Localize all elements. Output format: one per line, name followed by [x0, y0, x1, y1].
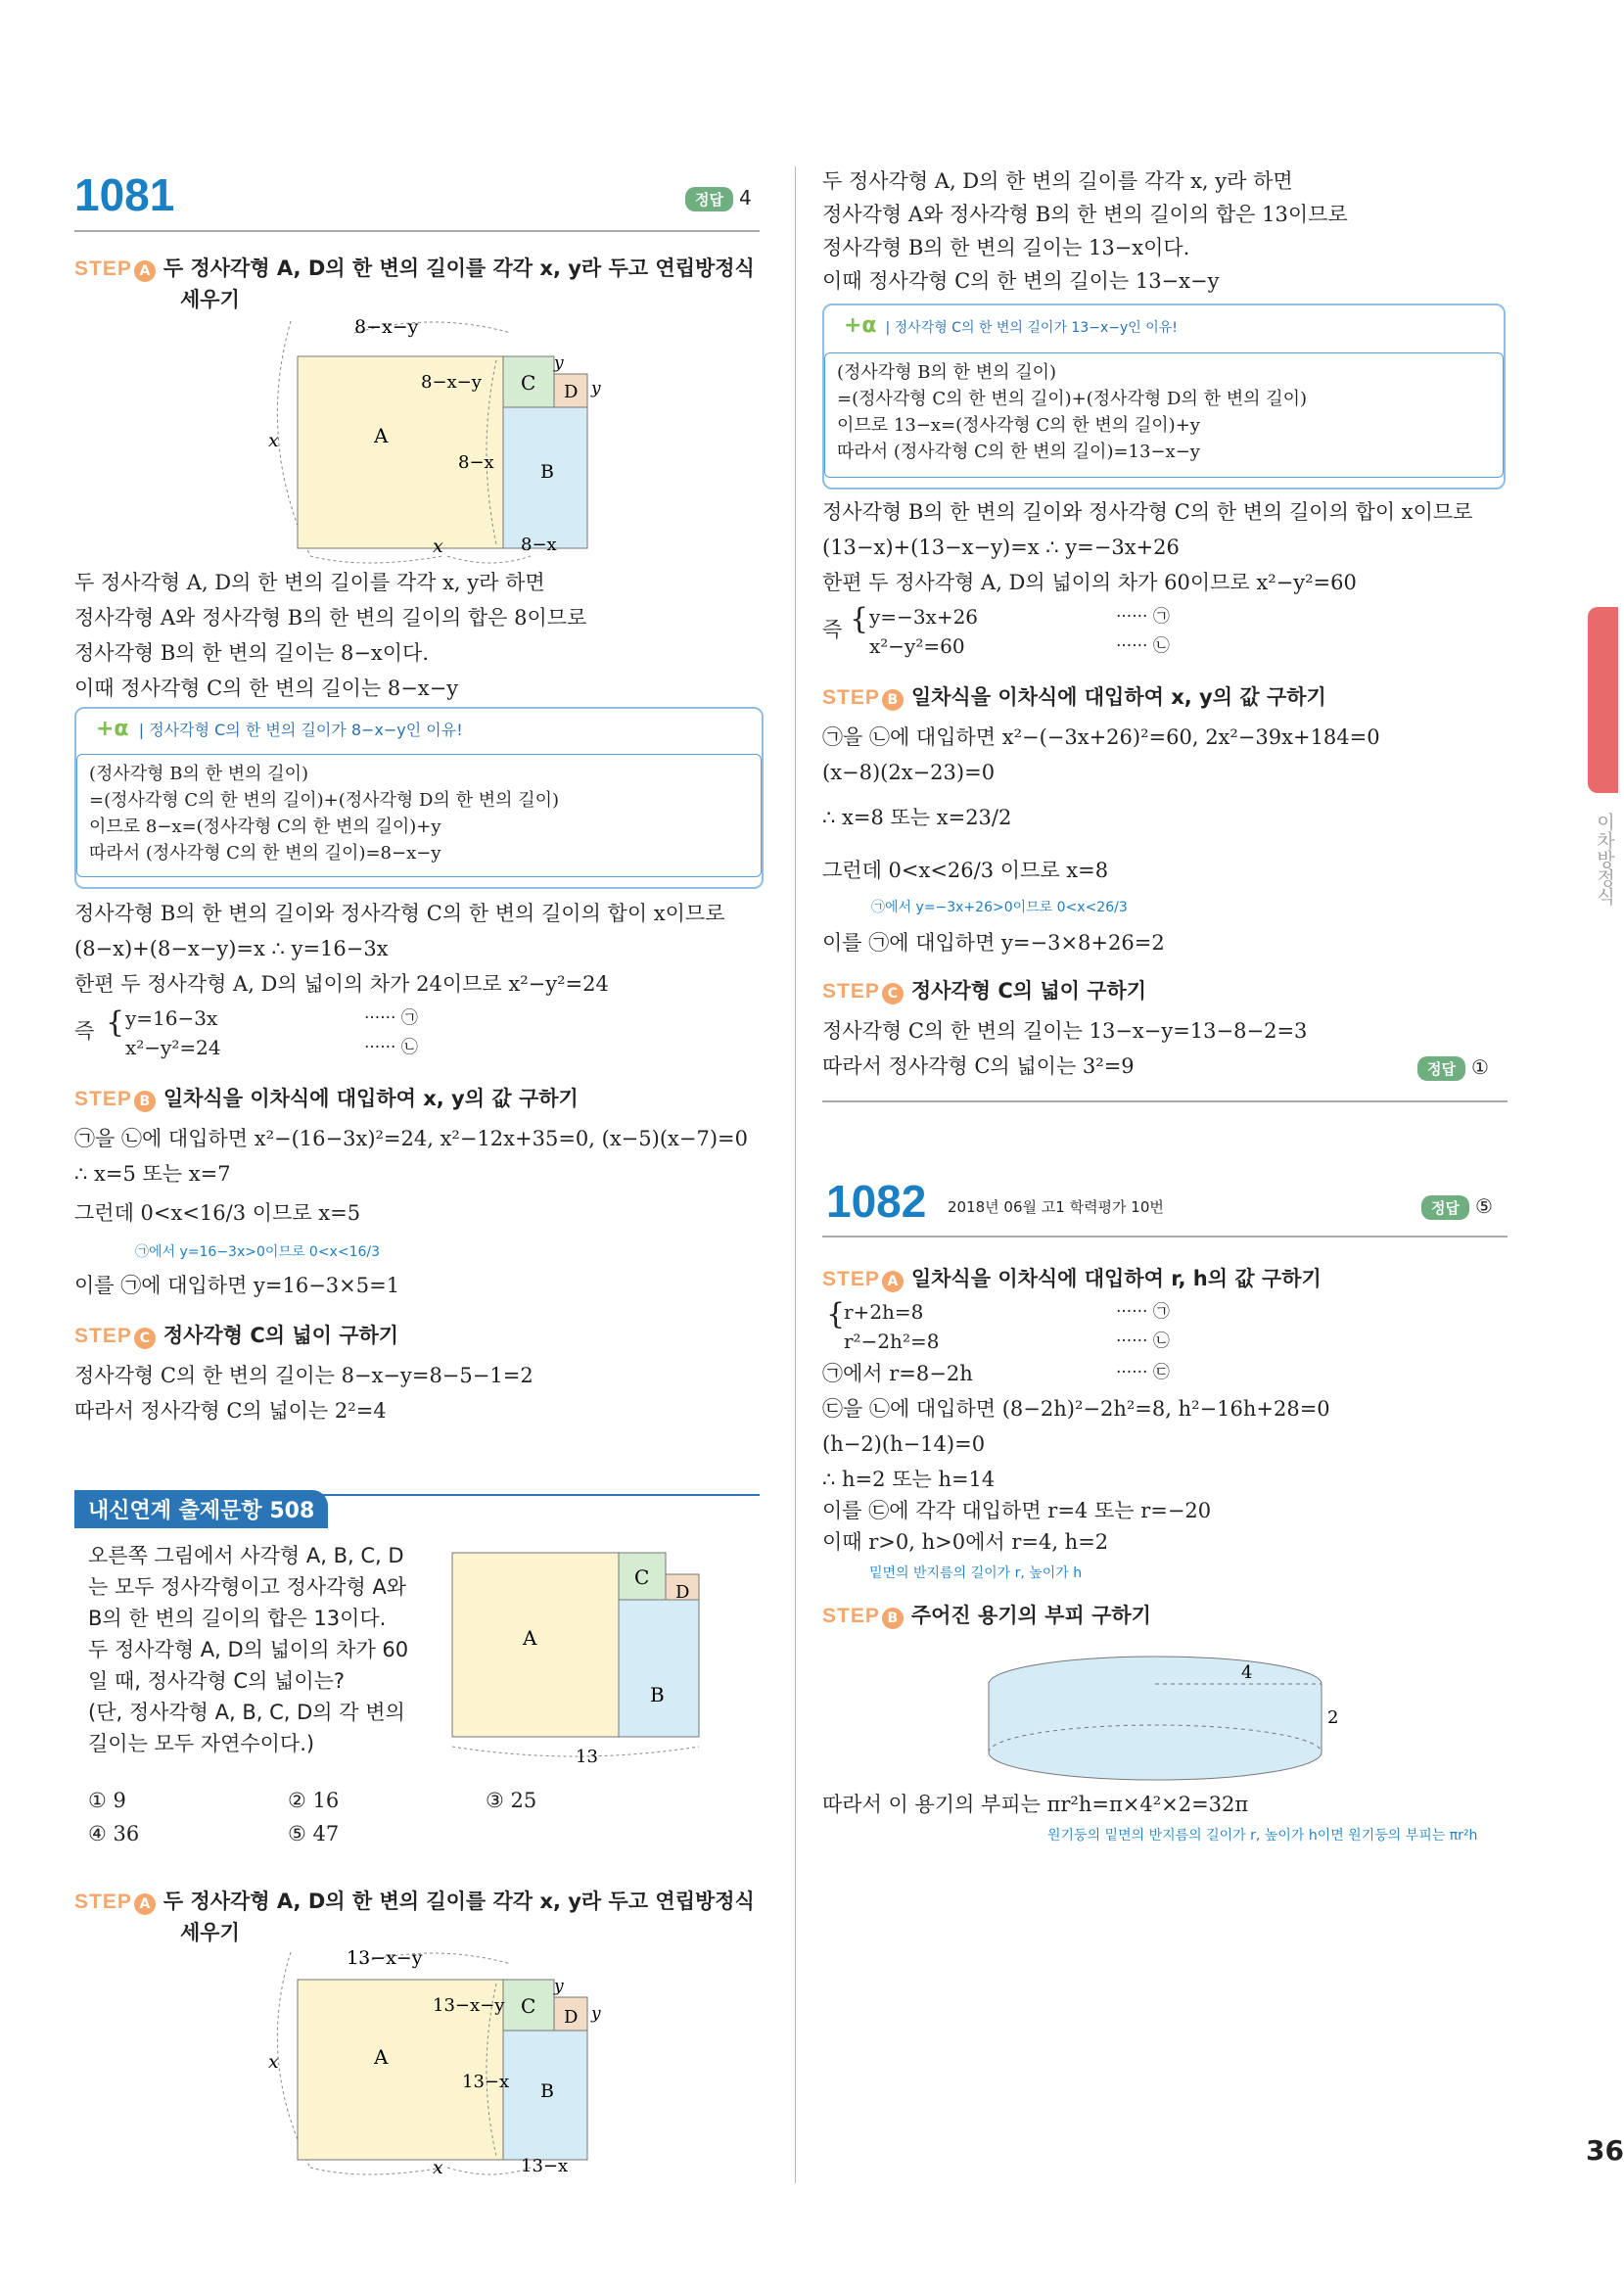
tip-line: 따라서 (정사각형 C의 한 변의 길이)=13−x−y [837, 442, 1200, 462]
related-text: 오른쪽 그림에서 사각형 A, B, C, D [88, 1544, 404, 1567]
related-text: (단, 정사각형 A, B, C, D의 각 변의 [88, 1701, 405, 1724]
label-bottom-right: 8−x [521, 535, 557, 555]
text-line: 그런데 0<x<26/3 이므로 x=8 [822, 859, 1109, 882]
section-rule [822, 1100, 1508, 1102]
label-d: D [564, 382, 579, 402]
label-a: A [523, 1626, 537, 1650]
header-rule [822, 1236, 1508, 1237]
system-eq: y=−3x+26 [869, 605, 979, 629]
note: 밑면의 반지름의 길이가 r, 높이가 h [869, 1565, 1083, 1581]
brace: { [850, 602, 869, 636]
system-prefix: 즉 [822, 618, 843, 641]
related-text: 두 정사각형 A, D의 넓이의 차가 60 [88, 1638, 409, 1661]
system-eq: y=16−3x [125, 1006, 218, 1030]
diagram-label-y2: y [591, 379, 601, 398]
diagram-label-y: y [554, 353, 564, 373]
label-b: B [540, 461, 554, 483]
text-line: 따라서 정사각형 C의 넓이는 2²=4 [74, 1399, 387, 1423]
label-a: A [374, 424, 389, 447]
step-b-right: STEP B 일차식을 이차식에 대입하여 x, y의 값 구하기 [822, 685, 1326, 709]
text-line: (8−x)+(8−x−y)=x ∴ y=16−3x [74, 937, 389, 960]
column-divider [795, 166, 796, 2183]
step-b-1081: STEP B 일차식을 이차식에 대입하여 x, y의 값 구하기 [74, 1087, 579, 1110]
problem-number-1082: 1082 [826, 1176, 927, 1227]
label-radius: 4 [1241, 1662, 1253, 1683]
step-a-1082: STEP A 일차식을 이차식에 대입하여 r, h의 값 구하기 [822, 1267, 1322, 1290]
tip-line: (정사각형 B의 한 변의 길이) [89, 764, 309, 784]
related-text: 일 때, 정사각형 C의 넓이는? [88, 1669, 346, 1693]
step-b-1082: STEP B 주어진 용기의 부피 구하기 [822, 1604, 1151, 1627]
answer-badge: 정답 [685, 187, 733, 211]
related-text: 길이는 모두 자연수이다.) [88, 1732, 315, 1755]
text-line: 정사각형 B의 한 변의 길이는 8−x이다. [74, 641, 430, 665]
tip-content [76, 754, 762, 877]
text-line: 따라서 정사각형 C의 넓이는 3²=9 [822, 1054, 1135, 1078]
tip-title: +α | 정사각형 C의 한 변의 길이가 8−x−y인 이유! [96, 717, 463, 741]
related-text: 는 모두 정사각형이고 정사각형 A와 [88, 1575, 407, 1599]
answer-1082: 정답 ⑤ [1421, 1194, 1493, 1220]
system-eq: x²−y²=24 [125, 1036, 221, 1059]
answer-1081 [685, 186, 752, 211]
note: ㉠에서 y=−3x+26>0이므로 0<x<26/3 [871, 900, 1128, 915]
text-line: 이를 ㉢에 각각 대입하면 r=4 또는 r=−20 [822, 1499, 1212, 1522]
diagram-label-inner: 13−x−y [433, 1995, 505, 2016]
label-height: 2 [1327, 1707, 1339, 1728]
step-a-1081-cont: 세우기 [180, 288, 240, 311]
answer-1081-final: 정답 ① [1417, 1055, 1489, 1081]
label-x-bottom: x [433, 2157, 443, 2178]
text-line: 정사각형 B의 한 변의 길이와 정사각형 C의 한 변의 길이의 합이 x이므로 [822, 500, 1473, 524]
text-line: 정사각형 A와 정사각형 B의 한 변의 길이의 합은 13이므로 [822, 203, 1348, 226]
header-rule [74, 230, 760, 232]
system-tag: ······ ㉡ [1116, 1331, 1170, 1351]
label-x-bottom: x [433, 536, 443, 557]
text-line: (x−8)(2x−23)=0 [822, 761, 996, 784]
tip-line: 따라서 (정사각형 C의 한 변의 길이)=8−x−y [89, 843, 441, 864]
text-line: ㉠을 ㉡에 대입하면 x²−(16−3x)²=24, x²−12x+35=0, (x−5)(x−7)=0 [74, 1127, 748, 1150]
diagram-label-y: y [554, 1977, 564, 1996]
text-line: 두 정사각형 A, D의 한 변의 길이를 각각 x, y라 하면 [822, 169, 1293, 193]
step-c-right: STEP C 정사각형 C의 넓이 구하기 [822, 979, 1147, 1003]
label-bottom-right: 13−x [521, 2156, 569, 2176]
note: 원기둥의 밑면의 반지름의 길이가 r, 높이가 h이면 원기둥의 부피는 πr²h [1047, 1828, 1478, 1844]
text-line: 이때 r>0, h>0에서 r=4, h=2 [822, 1530, 1109, 1554]
text-line: ㉢을 ㉡에 대입하면 (8−2h)²−2h²=8, h²−16h+28=0 [822, 1397, 1330, 1421]
problem-source: 2018년 06월 고1 학력평가 10번 [948, 1198, 1164, 1216]
text-line: 이를 ㉠에 대입하면 y=16−3×5=1 [74, 1274, 400, 1297]
label-x-left: x [268, 430, 279, 451]
text-line: ㉠에서 r=8−2h [822, 1362, 973, 1385]
label-c: C [521, 371, 536, 395]
problem-number-1081: 1081 [74, 169, 175, 220]
system-tag: ······ ㉡ [1116, 636, 1170, 656]
tip-content [824, 352, 1504, 478]
label-d: D [564, 2007, 579, 2028]
text-line: ∴ h=2 또는 h=14 [822, 1468, 996, 1491]
chapter-tab [1588, 607, 1618, 793]
choice: ④ 36 [88, 1822, 140, 1845]
text-line: 그런데 0<x<16/3 이므로 x=5 [74, 1201, 361, 1225]
text-line: 정사각형 B의 한 변의 길이와 정사각형 C의 한 변의 길이의 합이 x이므로 [74, 902, 725, 925]
label-b: B [650, 1683, 665, 1706]
choice: ⑤ 47 [288, 1822, 340, 1845]
note: ㉠에서 y=16−3x>0이므로 0<x<16/3 [135, 1244, 381, 1260]
step-a-related-cont: 세우기 [180, 1921, 240, 1944]
page-number: 36 [1586, 2134, 1624, 2167]
text-line: (13−x)+(13−x−y)=x ∴ y=−3x+26 [822, 536, 1180, 559]
tip-line: (정사각형 B의 한 변의 길이) [837, 362, 1057, 383]
text-line: (h−2)(h−14)=0 [822, 1432, 986, 1456]
diagram-label-top: 8−x−y [354, 316, 419, 338]
text-line: ∴ x=8 또는 x=23/2 [822, 806, 1012, 829]
banner-rule [74, 1494, 760, 1496]
text-line: 정사각형 B의 한 변의 길이는 13−x이다. [822, 236, 1190, 259]
text-line: 두 정사각형 A, D의 한 변의 길이를 각각 x, y라 하면 [74, 571, 545, 594]
system-tag: ······ ㉠ [1116, 607, 1170, 627]
label-d: D [675, 1582, 690, 1603]
tip-box-1081 [74, 707, 764, 889]
label-a: A [374, 2045, 389, 2069]
final-line: 따라서 이 용기의 부피는 πr²h=π×4²×2=32π [822, 1793, 1249, 1816]
tip-line: 이므로 13−x=(정사각형 C의 한 변의 길이)+y [837, 415, 1200, 436]
label-mid: 8−x [458, 452, 494, 473]
step-c-1081: STEP C 정사각형 C의 넓이 구하기 [74, 1324, 399, 1347]
diagram-label-inner: 8−x−y [421, 372, 482, 393]
text-line: ㉠을 ㉡에 대입하면 x²−(−3x+26)²=60, 2x²−39x+184=0 [822, 725, 1380, 749]
text-line: 정사각형 A와 정사각형 B의 한 변의 길이의 합은 8이므로 [74, 606, 587, 630]
tip-title: +α | 정사각형 C의 한 변의 길이가 13−x−y인 이유! [844, 313, 1178, 338]
answer-value: 4 [738, 186, 752, 210]
choice: ③ 25 [486, 1789, 537, 1812]
text-line: 이를 ㉠에 대입하면 y=−3×8+26=2 [822, 931, 1165, 955]
related-diagram [442, 1535, 756, 1770]
squares-diagram-2 [237, 1944, 668, 2179]
choice: ① 9 [88, 1789, 126, 1812]
text-line: 이때 정사각형 C의 한 변의 길이는 8−x−y [74, 677, 459, 700]
label-c: C [634, 1565, 650, 1589]
choice: ② 16 [288, 1789, 340, 1812]
text-line: 한편 두 정사각형 A, D의 넓이의 차가 24이므로 x²−y²=24 [74, 972, 609, 996]
label-b: B [540, 2080, 554, 2102]
step-a-1081: STEP A 두 정사각형 A, D의 한 변의 길이를 각각 x, y라 두고 연립방정식 [74, 257, 755, 280]
text-line: ∴ x=5 또는 x=7 [74, 1162, 231, 1186]
tip-line: =(정사각형 C의 한 변의 길이)+(정사각형 D의 한 변의 길이) [837, 389, 1307, 409]
text-line: 정사각형 C의 한 변의 길이는 8−x−y=8−5−1=2 [74, 1364, 534, 1387]
text-line: 한편 두 정사각형 A, D의 넓이의 차가 60이므로 x²−y²=60 [822, 571, 1357, 594]
system-eq: x²−y²=60 [869, 634, 965, 658]
related-banner: 내신연계 출제문항 508 [74, 1490, 328, 1528]
tip-line: 이므로 8−x=(정사각형 C의 한 변의 길이)+y [89, 817, 441, 837]
system-tag: ······ ㉠ [364, 1008, 418, 1028]
brace: { [826, 1297, 846, 1331]
label-13: 13 [576, 1747, 598, 1767]
system-eq: r+2h=8 [844, 1300, 924, 1324]
system-prefix: 즉 [74, 1019, 95, 1043]
system-tag: ······ ㉠ [1116, 1302, 1170, 1322]
tip-box-right [822, 304, 1506, 490]
system-tag: ······ ㉢ [1116, 1363, 1170, 1382]
diagram-label-y2: y [591, 2004, 601, 2024]
cylinder-diagram [979, 1649, 1390, 1796]
brace: { [106, 1005, 125, 1040]
diagram-label-top: 13−x−y [347, 1947, 423, 1969]
squares-diagram-1 [237, 313, 668, 568]
system-eq: r²−2h²=8 [844, 1330, 940, 1353]
tip-line: =(정사각형 C의 한 변의 길이)+(정사각형 D의 한 변의 길이) [89, 790, 559, 811]
label-c: C [521, 1994, 536, 2018]
step-a-related: STEP A 두 정사각형 A, D의 한 변의 길이를 각각 x, y라 두고 연립방정식 [74, 1890, 755, 1913]
system-tag: ······ ㉡ [364, 1038, 418, 1057]
related-text: B의 한 변의 길이의 합은 13이다. [88, 1607, 387, 1630]
text-line: 정사각형 C의 한 변의 길이는 13−x−y=13−8−2=3 [822, 1019, 1308, 1043]
text-line: 이때 정사각형 C의 한 변의 길이는 13−x−y [822, 269, 1220, 293]
side-text: 이차방정식 [1594, 813, 1615, 906]
label-x-left: x [268, 2051, 279, 2073]
label-mid: 13−x [462, 2072, 510, 2092]
square-b [619, 1600, 699, 1737]
